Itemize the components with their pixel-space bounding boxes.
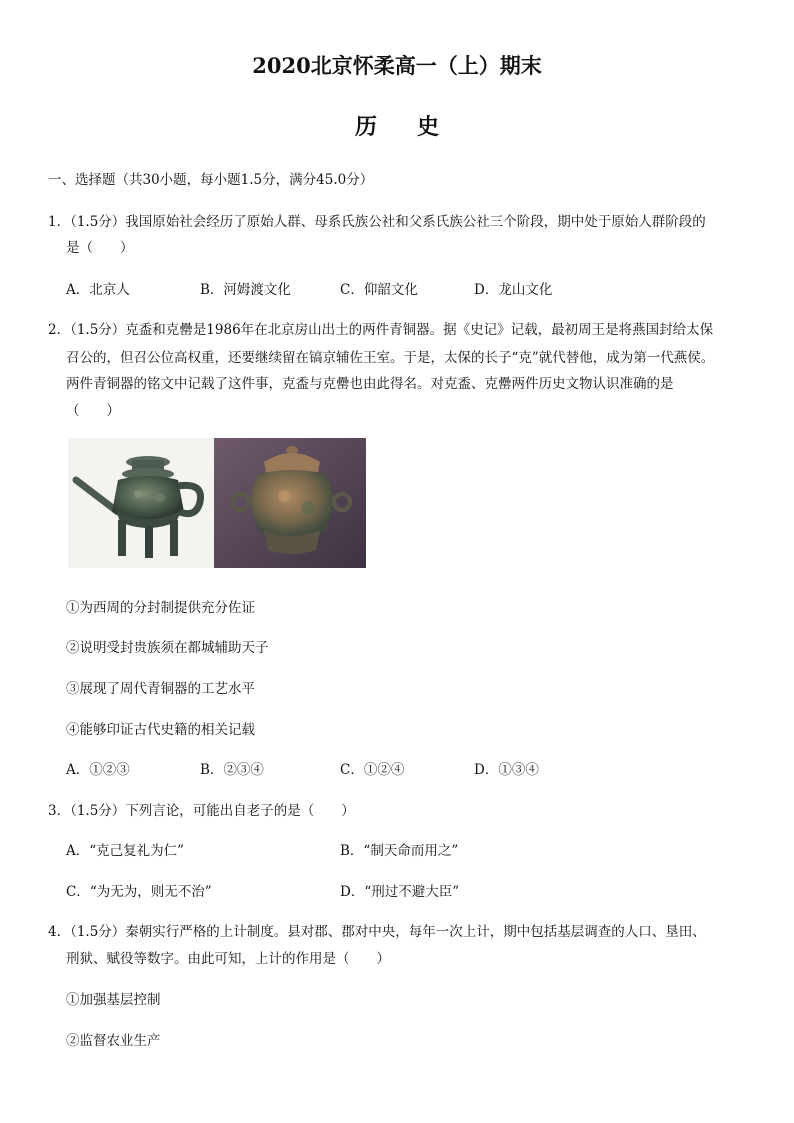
q1-option-c: C．仰韶文化 bbox=[340, 282, 418, 298]
page-title: 2020北京怀柔高一（上）期末 bbox=[252, 53, 542, 78]
q1-option-a: A．北京人 bbox=[66, 282, 130, 298]
q1-option-d: D．龙山文化 bbox=[474, 282, 553, 298]
q2-option-a: A．①②③ bbox=[66, 762, 130, 778]
q2-option-c: C．①②④ bbox=[340, 762, 405, 778]
q2-option-d: D．①③④ bbox=[474, 762, 539, 778]
q3-option-b: B．“制天命而用之” bbox=[340, 843, 459, 859]
q3-option-d: D．“刑过不避大臣” bbox=[340, 884, 460, 900]
section-heading: 一、选择题（共30小题，每小题1.5分，满分45.0分） bbox=[48, 172, 374, 188]
ke-he-bronze-image bbox=[68, 438, 214, 568]
q3-option-a: A．“克己复礼为仁” bbox=[66, 843, 185, 859]
q2-item-4: ④能够印证古代史籍的相关记载 bbox=[66, 722, 255, 738]
q4-stem-line2: 刑狱、赋役等数字。由此可知，上计的作用是（ ） bbox=[66, 951, 390, 967]
q3-option-c: C．“为无为，则无不治” bbox=[66, 884, 212, 900]
q4-stem-line1: 4．（1.5分）秦朝实行严格的上计制度。县对郡、郡对中央，每年一次上计，期中包括基层调查的人口、垦田、 bbox=[48, 924, 706, 940]
q4-item-1: ①加强基层控制 bbox=[66, 992, 161, 1008]
q4-item-2: ②监督农业生产 bbox=[66, 1033, 161, 1049]
q1-option-b: B．河姆渡文化 bbox=[200, 282, 291, 298]
ke-lei-bronze-image bbox=[214, 438, 366, 568]
q2-stem-line4: （ ） bbox=[66, 403, 120, 419]
q2-item-3: ③展现了周代青铜器的工艺水平 bbox=[66, 681, 255, 697]
q2-stem-line2: 召公的，但召公位高权重，还要继续留在镐京辅佐王室。于是，太保的长子“克”就代替他，成为第一代燕侯。 bbox=[66, 350, 715, 366]
q3-stem: 3．（1.5分）下列言论，可能出自老子的是（ ） bbox=[48, 803, 355, 819]
bronze-vessels-photos bbox=[68, 438, 366, 568]
q2-stem-line3: 两件青铜器的铭文中记载了这件事，克盉与克罍也由此得名。对克盉、克罍两件历史文物认识准确的是 bbox=[66, 376, 674, 392]
q1-stem-line1: 1．（1.5分）我国原始社会经历了原始人群、母系氏族公社和父系氏族公社三个阶段，期中处于原始人群阶段的 bbox=[48, 214, 706, 230]
subject-title: 历史 bbox=[354, 114, 479, 140]
q2-item-1: ①为西周的分封制提供充分佐证 bbox=[66, 600, 255, 616]
q2-item-2: ②说明受封贵族须在都城辅助天子 bbox=[66, 640, 269, 656]
q2-stem-line1: 2．（1.5分）克盉和克罍是1986年在北京房山出土的两件青铜器。据《史记》记载，最初周王是将燕国封给太保 bbox=[48, 322, 714, 338]
q2-option-b: B．②③④ bbox=[200, 762, 264, 778]
q1-stem-line2: 是（ ） bbox=[66, 240, 134, 256]
